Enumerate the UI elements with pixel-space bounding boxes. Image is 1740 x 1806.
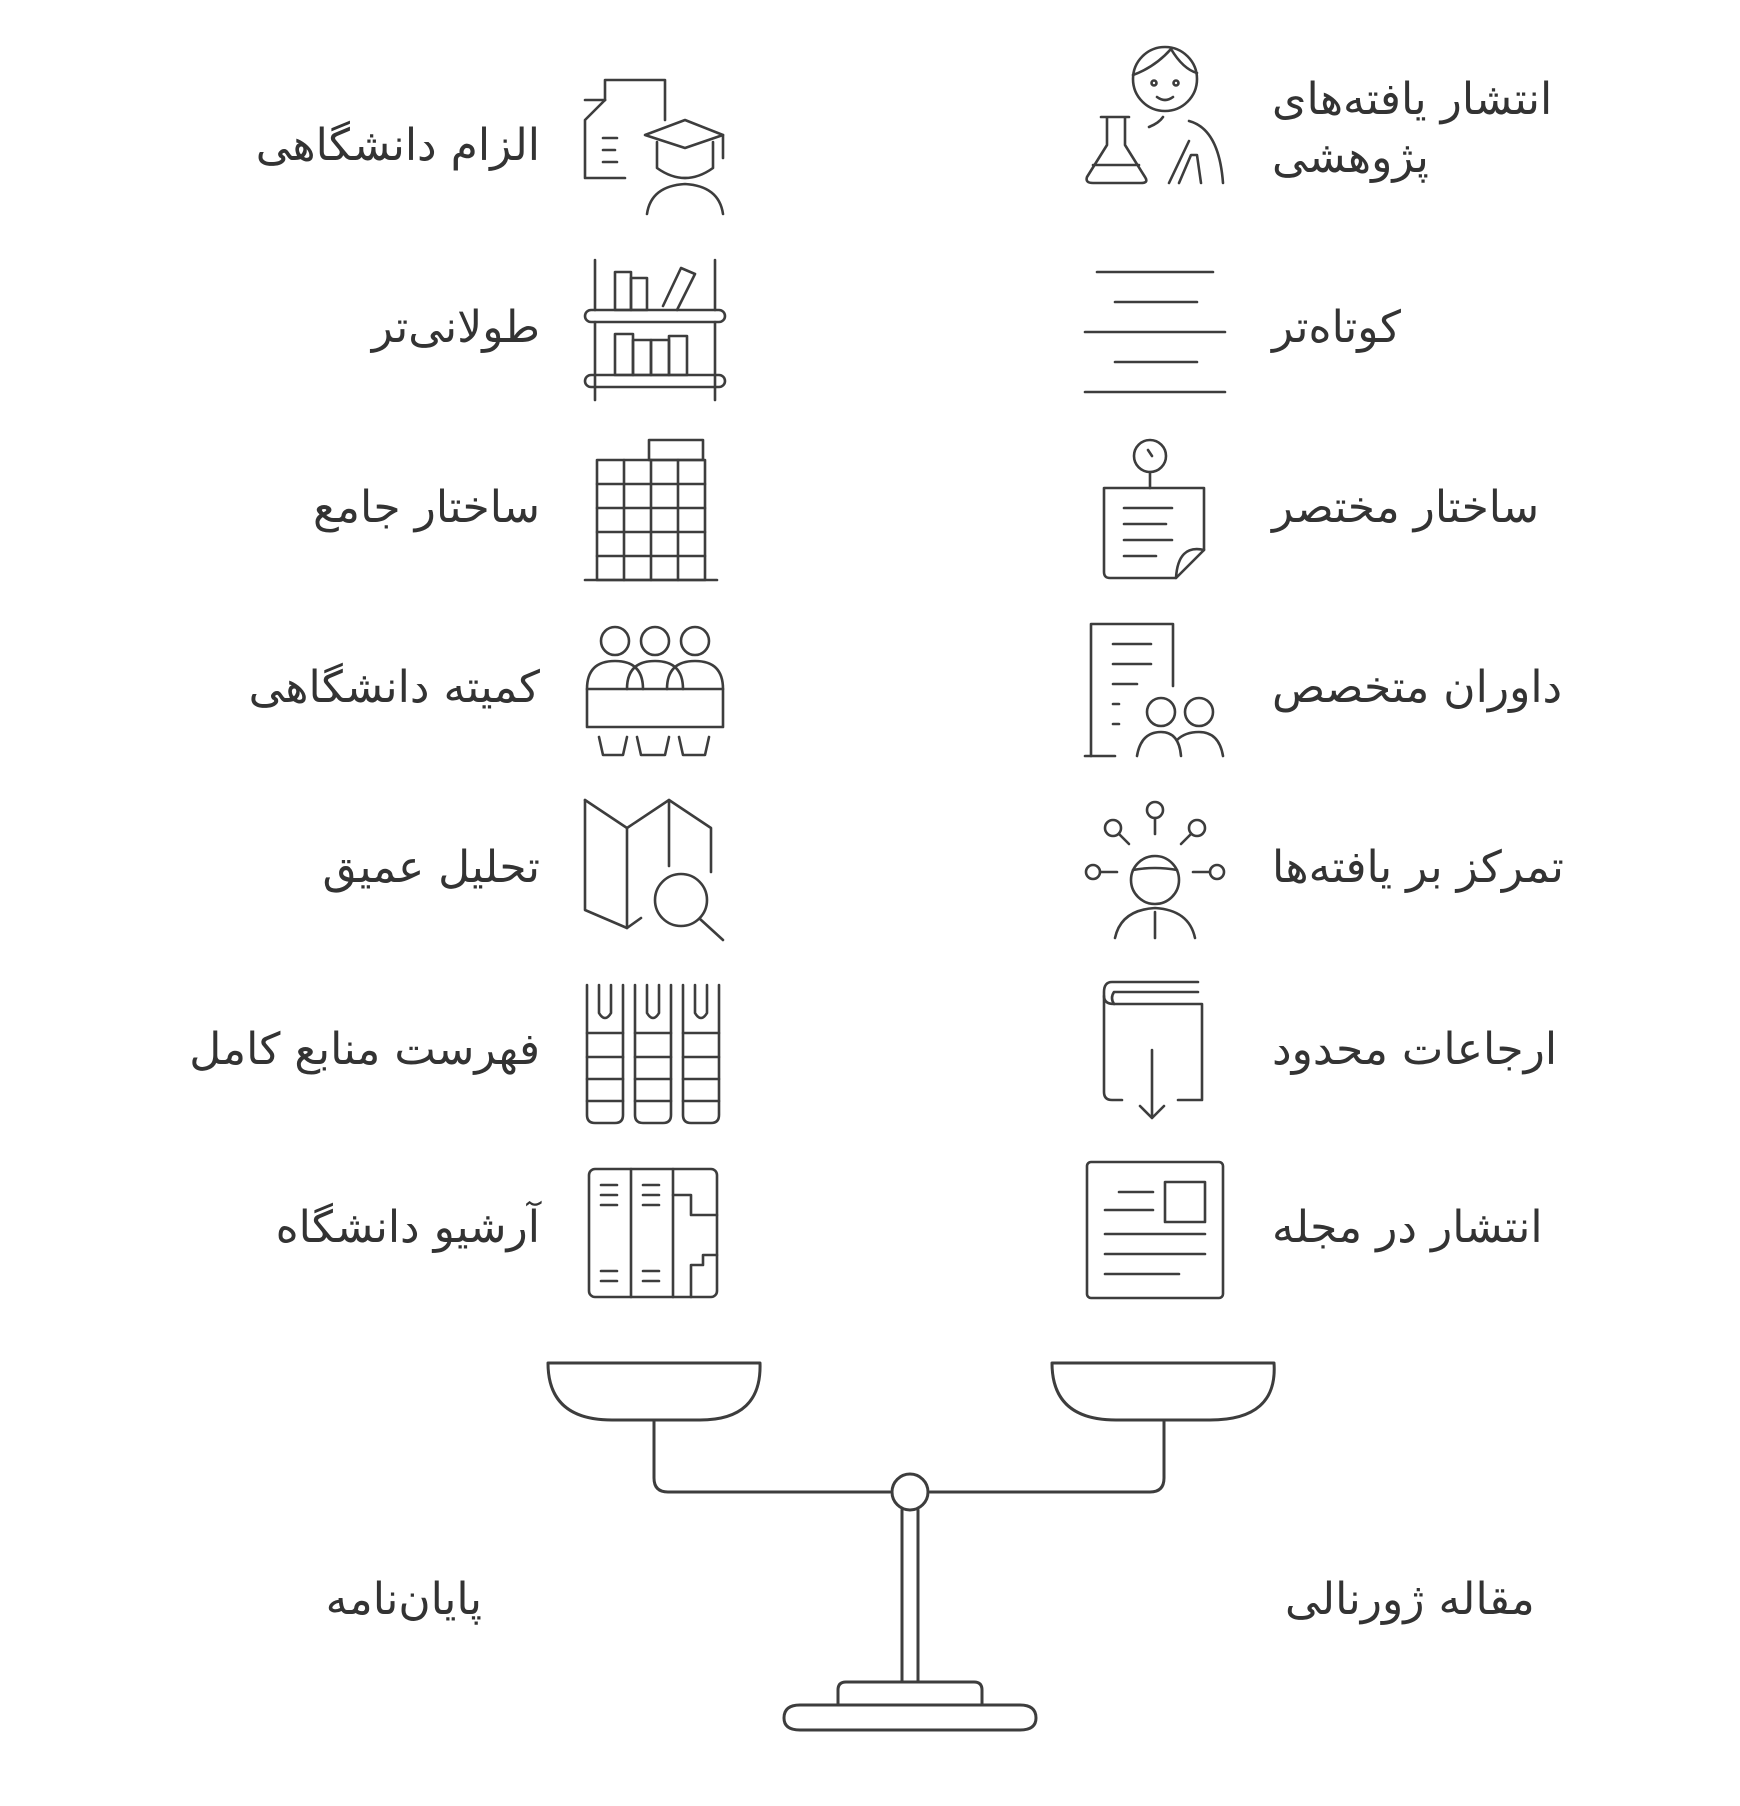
left-pan [548,1363,760,1420]
grid-building-icon [585,440,725,580]
article-item-limited-references: ارجاعات محدود [1272,1024,1558,1075]
researcher-flask-icon [1085,45,1225,185]
pinned-note-icon [1100,440,1210,580]
thesis-item-full-bibliography: فهرست منابع کامل [189,1024,540,1075]
article-item-concise-structure: ساختار مختصر [1272,482,1540,533]
article-item-expert-reviewers: داوران متخصص [1272,662,1563,713]
thesis-item-deep-analysis: تحلیل عمیق [322,842,540,893]
bookshelf-icon [585,260,725,400]
thesis-item-university-committee: کمیته دانشگاهی [248,662,540,713]
thesis-title: پایان‌نامه [325,1574,482,1625]
scale-pole [902,1510,918,1682]
committee-table-icon [585,625,725,765]
article-item-publish-findings-line1: انتشار یافته‌های [1272,74,1553,125]
journal-page-icon [1085,1160,1225,1300]
scale-foot [784,1705,1036,1730]
article-item-shorter: کوتاه‌تر [1272,302,1401,353]
thesis-item-longer: طولانی‌تر [371,302,540,353]
article-item-publish-findings-line2: پژوهشی [1272,132,1429,183]
reviewers-document-icon [1085,620,1225,760]
focus-person-icon [1085,800,1225,940]
thesis-item-comprehensive-structure: ساختار جامع [313,482,540,533]
scale-base [838,1682,982,1705]
scale-beam [654,1420,1164,1492]
book-download-icon [1100,980,1210,1120]
map-magnifier-icon [585,800,725,940]
article-item-focus-on-findings: تمرکز بر یافته‌ها [1272,842,1564,893]
thesis-item-university-requirement: الزام دانشگاهی [255,120,540,171]
thesis-item-university-archive: آرشیو دانشگاه [275,1202,540,1253]
graduate-document-icon [585,80,725,220]
short-lines-icon [1085,270,1225,400]
journal-article-title: مقاله ژورنالی [1285,1574,1535,1625]
right-pan [1052,1363,1274,1420]
archive-cabinet-icon [585,1165,725,1305]
article-item-journal-publication: انتشار در مجله [1272,1202,1543,1253]
scale-pivot [892,1474,928,1510]
books-row-icon [585,985,725,1125]
